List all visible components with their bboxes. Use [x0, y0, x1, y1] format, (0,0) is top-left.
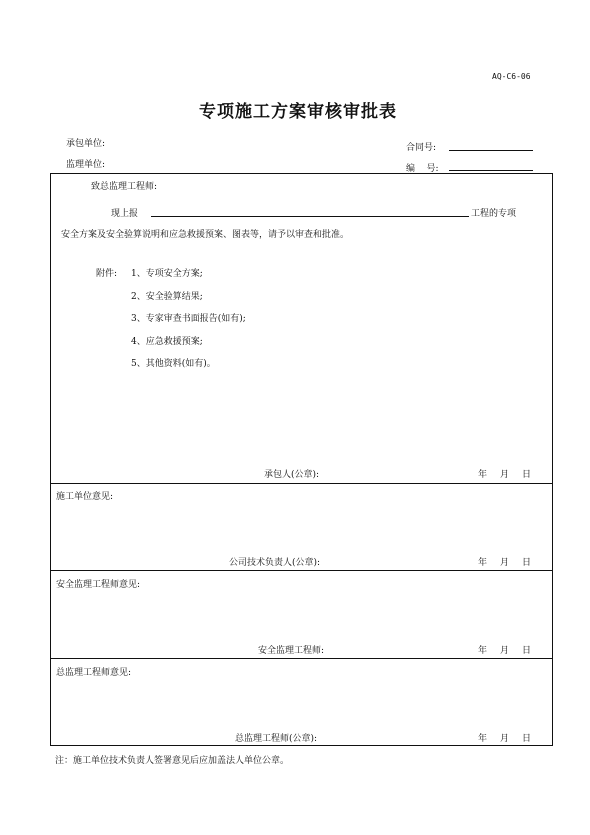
year-label: 年	[478, 646, 488, 656]
date-field	[478, 643, 544, 656]
form-code: AQ-C6-06	[492, 72, 531, 81]
contract-no-field[interactable]	[449, 150, 533, 151]
submit-suffix-text: 工程的专项	[471, 209, 517, 219]
supervisor-label: 监理单位:	[66, 160, 106, 170]
year-label: 年	[478, 558, 488, 568]
date-field	[478, 555, 544, 568]
attachment-item: 5、其他资料(如有)。	[131, 359, 216, 369]
safety-supervisor-signature-label: 安全监理工程师:	[258, 646, 325, 656]
project-name-field[interactable]	[151, 216, 469, 217]
contractor-signature-label: 承包人(公章):	[264, 470, 320, 480]
serial-no-field[interactable]	[449, 170, 533, 171]
footnote: 注：施工单位技术负责人签署意见后应加盖法人单位公章。	[55, 756, 290, 766]
day-label: 日	[522, 470, 532, 480]
attachment-item: 1、专项安全方案;	[131, 269, 203, 279]
attachment-item: 3、专家审查书面报告(如有);	[131, 314, 246, 324]
contract-no-label: 合同号:	[406, 143, 437, 153]
body-text: 安全方案及安全验算说明和应急救援预案、图表等，请予以审查和批准。	[61, 230, 350, 240]
month-label: 月	[500, 734, 510, 744]
addressee-text: 致总监理工程师:	[91, 182, 158, 192]
attachments-label: 附件:	[96, 269, 118, 279]
chief-supervisor-signature-label: 总监理工程师(公章):	[235, 734, 318, 744]
day-label: 日	[522, 734, 532, 744]
date-field	[478, 731, 544, 744]
month-label: 月	[500, 646, 510, 656]
form-table	[50, 173, 553, 746]
year-label: 年	[478, 470, 488, 480]
date-field	[478, 467, 544, 480]
day-label: 日	[522, 558, 532, 568]
month-label: 月	[500, 470, 510, 480]
tech-lead-signature-label: 公司技术负责人(公章):	[229, 558, 321, 568]
section-divider	[50, 658, 553, 659]
safety-supervisor-opinion-heading: 安全监理工程师意见:	[56, 580, 141, 590]
year-label: 年	[478, 734, 488, 744]
section-divider	[50, 570, 553, 571]
contractor-label: 承包单位:	[66, 139, 106, 149]
page-title: 专项施工方案审核审批表	[199, 102, 397, 122]
chief-supervisor-opinion-heading: 总监理工程师意见:	[56, 668, 132, 678]
attachment-item: 2、安全验算结果;	[131, 292, 203, 302]
day-label: 日	[522, 646, 532, 656]
submit-prefix-text: 现上报	[111, 209, 139, 219]
construction-opinion-heading: 施工单位意见:	[56, 492, 114, 502]
serial-no-label: 编 号:	[406, 164, 439, 174]
attachment-item: 4、应急救援预案;	[131, 337, 203, 347]
section-divider	[50, 483, 553, 484]
month-label: 月	[500, 558, 510, 568]
